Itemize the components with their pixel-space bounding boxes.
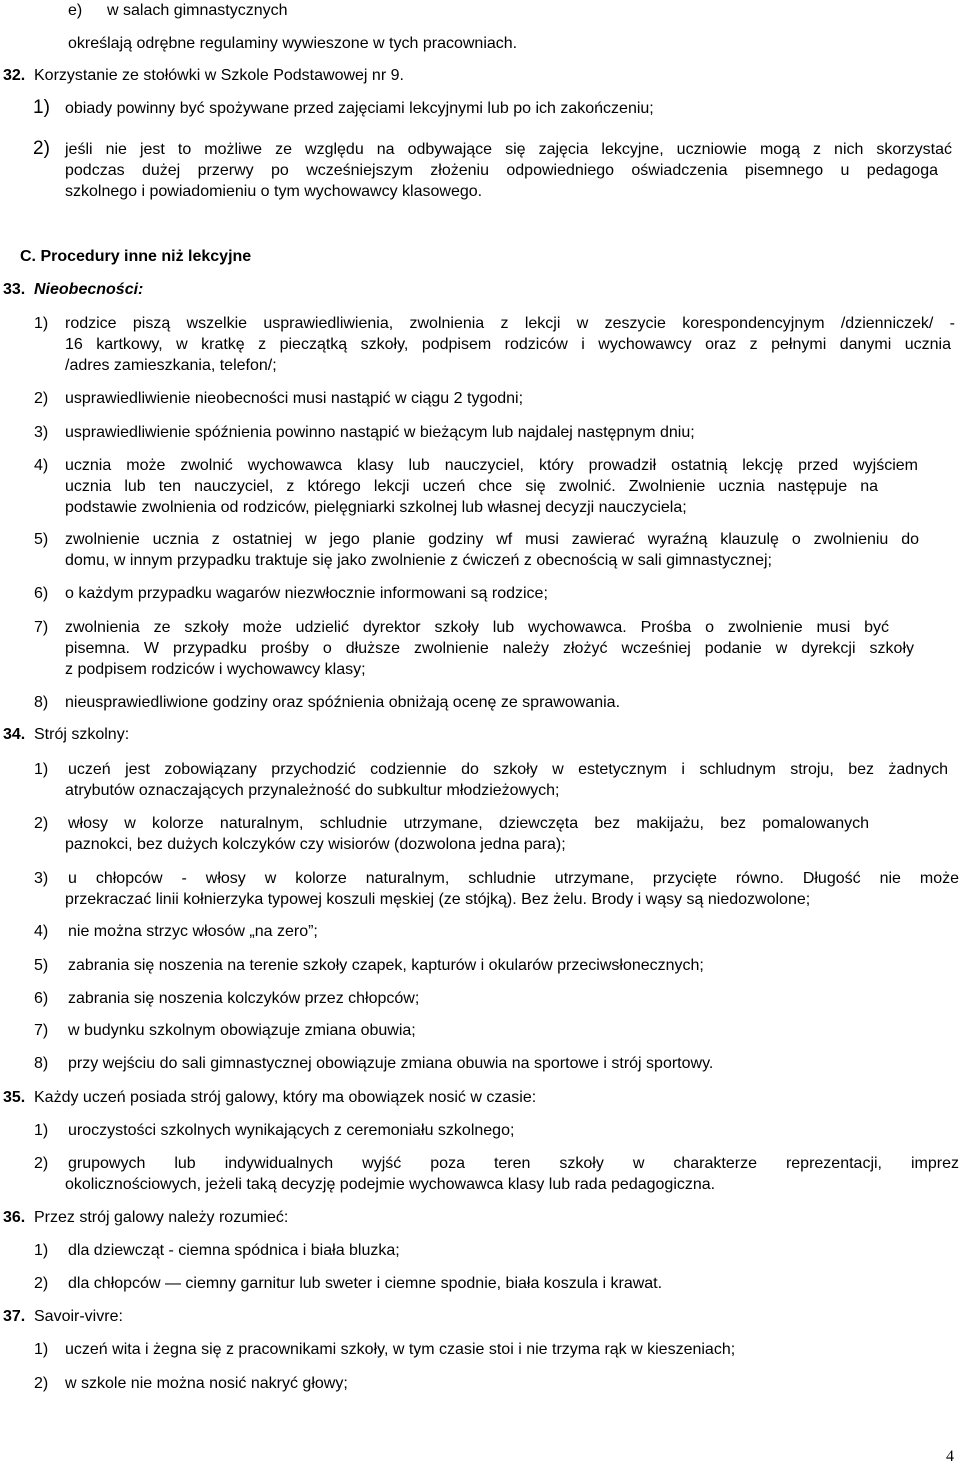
item-text: w salach gimnastycznych: [107, 2, 288, 19]
item-text: podczas dużej przerwy po wcześniejszym złożeniu odpowiedniego oświadczenia pisemnego u pedagoga: [65, 162, 938, 179]
item-text: u chłopców - włosy w kolorze naturalnym, schludnie utrzymane, przycięte równo. Długość nie może: [68, 870, 959, 887]
item-text: paznokci, bez dużych kolczyków czy wisiorów (dozwolona jedna para);: [65, 836, 566, 853]
item-text: dla dziewcząt - ciemna spódnica i biała bluzka;: [68, 1242, 400, 1259]
item-text: rodzice piszą wszelkie usprawiedliwienia, zwolnienia z lekcji w zeszycie korespondencyjnym /dzienniczek/ -: [65, 315, 955, 332]
item-number: 8): [34, 694, 49, 711]
item-number: e): [68, 2, 83, 19]
item-text: ucznia lub ten nauczyciel, z którego lekcji uczeń chce się zwolnić. Zwolnienie ucznia następuje na: [65, 478, 878, 495]
item-text: usprawiedliwienie nieobecności musi nastąpić w ciągu 2 tygodni;: [65, 390, 524, 407]
page-number: 4: [946, 1448, 954, 1465]
section-title: Nieobecności:: [34, 281, 144, 298]
item-text: nieusprawiedliwione godziny oraz spóźnienia obniżają ocenę ze sprawowania.: [65, 694, 621, 711]
item-text: zabrania się noszenia na terenie szkoły czapek, kapturów i okularów przeciwsłonecznych;: [68, 957, 704, 974]
item-text: uroczystości szkolnych wynikających z ceremoniału szkolnego;: [68, 1122, 515, 1139]
item-text: określają odrębne regulaminy wywieszone w tych pracowniach.: [68, 35, 518, 52]
item-text: dla chłopców — ciemny garnitur lub sweter i ciemne spodnie, biała koszula i krawat.: [68, 1275, 663, 1292]
item-number: 4): [34, 457, 49, 474]
item-text: jeśli nie jest to możliwe ze względu na odbywające się zajęcia lekcyjne, uczniowie mogą z nich skorzystać: [65, 141, 952, 158]
item-text: 16 kartkowy, w kratkę z pieczątką szkoły, podpisem rodziców i wychowawcy oraz z pełnymi danymi ucznia: [65, 336, 951, 353]
item-number: 3): [34, 870, 49, 887]
item-number: 2): [34, 390, 49, 407]
item-number: 1): [34, 761, 49, 778]
item-number: 5): [34, 531, 49, 548]
item-text: zabrania się noszenia kolczyków przez chłopców;: [68, 990, 420, 1007]
item-text: włosy w kolorze naturalnym, schludnie utrzymane, dziewczęta bez makijażu, bez pomalowanych: [68, 815, 869, 832]
item-number: 1): [34, 1341, 49, 1358]
item-text: usprawiedliwienie spóźnienia powinno nastąpić w bieżącym lub najdalej następnym dniu;: [65, 424, 695, 441]
item-number: 3): [34, 424, 49, 441]
item-text: w szkole nie można nosić nakryć głowy;: [65, 1375, 348, 1392]
item-text: okolicznościowych, jeżeli taką decyzję podejmie wychowawca klasy lub rada pedagogiczna.: [65, 1176, 716, 1193]
item-text: nie można strzyc włosów „na zero”;: [68, 923, 318, 940]
item-number: 2): [33, 138, 50, 159]
item-text: uczeń wita i żegna się z pracownikami szkoły, w tym czasie stoi i nie trzyma rąk w kieszeniach;: [65, 1341, 736, 1358]
section-number: 32.: [3, 67, 26, 84]
item-number: 2): [34, 1275, 49, 1292]
item-text: /adres zamieszkania, telefon/;: [65, 357, 277, 374]
item-number: 1): [33, 97, 50, 118]
section-number: 37.: [3, 1308, 26, 1325]
item-text: obiady powinny być spożywane przed zajęciami lekcyjnymi lub po ich zakończeniu;: [65, 100, 654, 117]
section-number: 36.: [3, 1209, 26, 1226]
item-text: zwolnienie ucznia z ostatniej w jego planie godziny wf musi zawierać wyraźną klauzulę o zwolnieniu do: [65, 531, 919, 548]
section-title: Strój szkolny:: [34, 726, 130, 743]
item-text: podstawie zwolnienia od rodziców, pielęgniarki szkolnej lub własnej decyzji nauczyciela;: [65, 499, 687, 516]
section-heading: C. Procedury inne niż lekcyjne: [20, 248, 252, 265]
item-text: zwolnienia ze szkoły może udzielić dyrektor szkoły lub wychowawca. Prośba o zwolnienie musi być: [65, 619, 889, 636]
section-title: Przez strój galowy należy rozumieć:: [34, 1209, 289, 1226]
item-number: 7): [34, 1022, 49, 1039]
item-text: domu, w innym przypadku traktuje się jako zwolnienie z ćwiczeń z obecnością w sali gimnastycznej;: [65, 552, 772, 569]
item-number: 5): [34, 957, 49, 974]
item-text: o każdym przypadku wagarów niezwłocznie informowani są rodzice;: [65, 585, 548, 602]
item-number: 7): [34, 619, 49, 636]
item-text: uczeń jest zobowiązany przychodzić codziennie do szkoły w estetycznym i schludnym stroju, bez żadnych: [68, 761, 948, 778]
item-text: z podpisem rodziców i wychowawcy klasy;: [65, 661, 366, 678]
item-number: 6): [34, 585, 49, 602]
item-text: w budynku szkolnym obowiązuje zmiana obuwia;: [68, 1022, 416, 1039]
section-title: Savoir-vivre:: [34, 1308, 123, 1325]
item-number: 1): [34, 315, 49, 332]
item-text: szkolnego i powiadomieniu o tym wychowawcy klasowego.: [65, 183, 483, 200]
item-text: pisemna. W przypadku prośby o dłuższe zwolnienie należy złożyć wcześniej podanie w dyrekcji szkoły: [65, 640, 914, 657]
item-number: 1): [34, 1122, 49, 1139]
item-number: 1): [34, 1242, 49, 1259]
section-title: Korzystanie ze stołówki w Szkole Podstawowej nr 9.: [34, 67, 404, 84]
section-number: 34.: [3, 726, 26, 743]
item-number: 2): [34, 815, 49, 832]
item-text: ucznia może zwolnić wychowawca klasy lub nauczyciel, który prowadził ostatnią lekcję przed wyjściem: [65, 457, 918, 474]
item-text: grupowych lub indywidualnych wyjść poza teren szkoły w charakterze reprezentacji, imprez: [68, 1155, 959, 1172]
item-text: przekraczać linii kołnierzyka typowej koszuli męskiej (ze stójką). Bez żelu. Brody i wąsy są niedozwolone;: [65, 891, 811, 908]
item-number: 2): [34, 1155, 49, 1172]
section-number: 35.: [3, 1089, 26, 1106]
section-title: Każdy uczeń posiada strój galowy, który ma obowiązek nosić w czasie:: [34, 1089, 537, 1106]
item-text: przy wejściu do sali gimnastycznej obowiązuje zmiana obuwia na sportowe i strój sportowy.: [68, 1055, 714, 1072]
item-text: atrybutów oznaczających przynależność do subkultur młodzieżowych;: [65, 782, 560, 799]
item-number: 4): [34, 923, 49, 940]
item-number: 8): [34, 1055, 49, 1072]
section-number: 33.: [3, 281, 26, 298]
item-number: 2): [34, 1375, 49, 1392]
item-number: 6): [34, 990, 49, 1007]
